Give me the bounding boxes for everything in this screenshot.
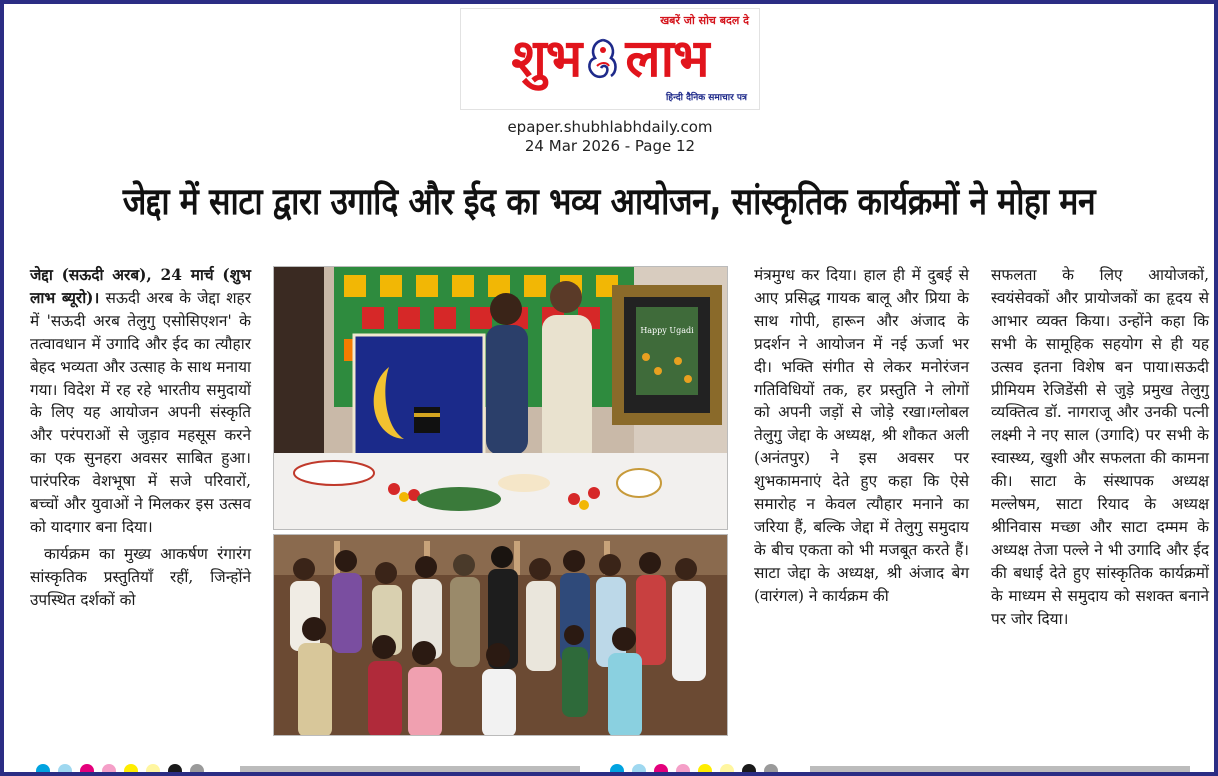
- poster-text: Happy Ugadi: [640, 326, 694, 335]
- logo-word-labh: लाभ: [625, 27, 709, 89]
- reg-mark: [764, 764, 778, 772]
- masthead-subtagline: हिन्दी दैनिक समाचार पत्र: [665, 93, 747, 103]
- article-column-3: [754, 264, 969, 608]
- article-headline: जेद्दा में साटा द्वारा उगादि और ईद का भव्य आयोजन, सांस्कृतिक कार्यक्रमों ने मोहा मन: [122, 180, 1096, 223]
- ganesha-logo-icon: [583, 36, 623, 82]
- newspaper-logo: [461, 23, 759, 91]
- reg-mark: [36, 764, 50, 772]
- source-info: [460, 118, 760, 156]
- reg-mark: [742, 764, 756, 772]
- reg-mark: [58, 764, 72, 772]
- group-photo-illustration: [274, 535, 728, 736]
- col1-text: सऊदी अरब के जेद्दा शहर में 'सऊदी अरब तेलुगु एसोसिएशन' के तत्वावधान में उगादि और ईद का त्यौहार बेहद भव्यता और उत्साह के साथ मनाया गया। विदेश में रह रहे भारतीय समुदायों के लिए यह आयोजन अपनी संस्कृति और परंपराओं से जुड़ाव महसूस करने का एक सुनहरा अवसर साबित हुआ। पारंपरिक वेशभूषा में सजे परिवारों, बच्चों और युवाओं ने मिलकर इस उत्सव को यादगार बना दिया।: [30, 288, 251, 536]
- reg-mark: [168, 764, 182, 772]
- event-stage-photo: [273, 266, 728, 530]
- reg-mark: [698, 764, 712, 772]
- reg-mark: [632, 764, 646, 772]
- reg-mark: [80, 764, 94, 772]
- reg-mark: [190, 764, 204, 772]
- epaper-url[interactable]: epaper.shubhlabhdaily.com: [507, 118, 713, 136]
- article-column-4: [991, 264, 1209, 631]
- reg-mark: [720, 764, 734, 772]
- article-column-1: [30, 264, 251, 612]
- reg-mark: [102, 764, 116, 772]
- reg-grey-bar: [810, 766, 1190, 772]
- stage-photo-illustration: [274, 267, 728, 530]
- article-paragraph: [30, 264, 251, 539]
- date-page: 24 Mar 2026 - Page 12: [524, 137, 696, 155]
- print-registration-bar: [30, 764, 1204, 772]
- reg-mark: [610, 764, 624, 772]
- reg-mark: [676, 764, 690, 772]
- reg-mark: [146, 764, 160, 772]
- group-photo: [273, 534, 728, 736]
- article-paragraph: सफलता के लिए आयोजकों, स्वयंसेवकों और प्रायोजकों का हृदय से आभार व्यक्त किया। उन्होंने कहा कि सभी के सामूहिक सहयोग से ही यह उत्सव इतना विशेष बन पाया।सऊदी प्रीमियम रेजिडेंसी से जुड़े प्रमुख तेलुगु व्यक्तित्व डॉ. नागराजू और उनकी पत्नी लक्ष्मी ने नए साल (उगादि) पर सभी के स्वास्थ्य, खुशी और सफलता की कामना की। साटा के संस्थापक अध्यक्ष मल्लेषम, साटा रियाद के अध्यक्ष श्रीनिवास मच्छा और साटा दम्मम के अध्यक्ष तेजा पल्ले ने भी उगादि और ईद की बधाई देते हुए सांस्कृतिक कार्यक्रमों के माध्यम से समुदाय को सशक्त बनाने पर जोर दिया।: [991, 266, 1209, 628]
- masthead-tagline: खबरें जो सोच बदल दे: [660, 14, 749, 27]
- article-paragraph: मंत्रमुग्ध कर दिया। हाल ही में दुबई से आए प्रसिद्ध गायक बालू और प्रिया के साथ गोपी, हारून और अंजाद के प्रदर्शन ने आयोजन में नई ऊर्जा भर दी। भक्ति संगीत से लेकर मनोरंजन गतिविधियों तक, हर प्रस्तुति ने लोगों को अपनी जड़ों से जोड़े रखा।ग्लोबल तेलुगु जेद्दा के अध्यक्ष, श्री शौकत अली (अनंतपुर) ने इस अवसर पर शुभकामनाएं देते हुए कहा कि ऐसे समारोह न केवल त्यौहार मनाने का जरिया हैं, बल्कि जेद्दा में तेलुगु समुदाय के बीच एकता को भी मजबूत करते हैं।साटा जेद्दा के अध्यक्ष, श्री अंजाद बेग (वारंगल) ने कार्यक्रम की: [754, 266, 969, 605]
- dateline: जेद्दा (सऊदी अरब), 24 मार्च (शुभ लाभ ब्यूरो)।: [30, 266, 251, 307]
- reg-grey-bar: [240, 766, 580, 772]
- article-paragraph: कार्यक्रम का मुख्य आकर्षण रंगारंग सांस्कृतिक प्रस्तुतियाँ रहीं, जिन्होंने उपस्थित दर्शकों को: [30, 544, 251, 609]
- reg-mark: [124, 764, 138, 772]
- logo-word-shubh: शुभ: [511, 27, 582, 89]
- reg-mark: [654, 764, 668, 772]
- masthead[interactable]: [460, 8, 760, 110]
